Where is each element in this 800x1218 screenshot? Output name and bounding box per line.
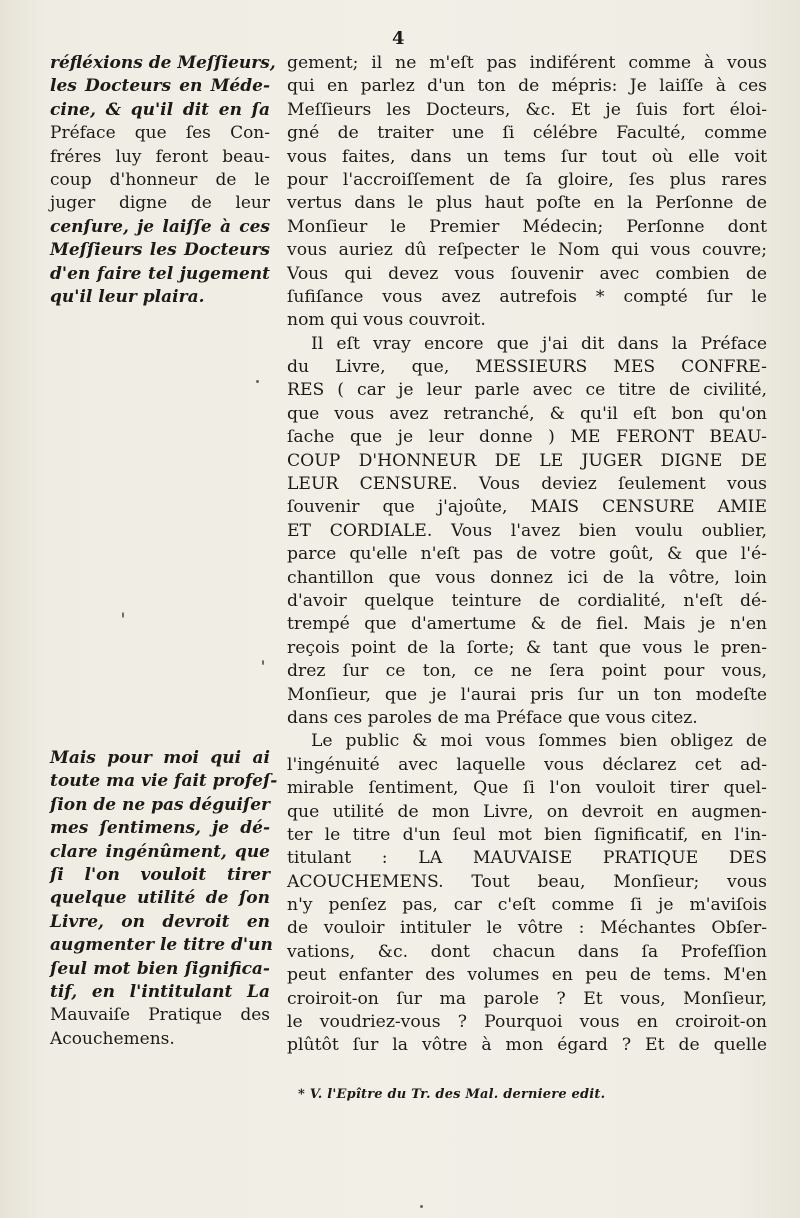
text-line: ſache que je leur donne ) ME FERONT BEAU- xyxy=(287,427,767,448)
text-line: Il eſt vray encore que j'ai dit dans la Préface xyxy=(311,333,767,354)
page-number: 4 xyxy=(392,28,405,49)
text-line: ter le titre d'un ſeul mot bien ſignificatif, en l'in- xyxy=(287,824,767,845)
text-line: de vouloir intituler le vôtre : Méchantes Obſer- xyxy=(287,918,767,939)
text-line: vations, &c. dont chacun dans ſa Profeſſion xyxy=(287,941,767,962)
text-line: gné de traiter une ſi célébre Faculté, comme xyxy=(287,123,767,144)
text-line: COUP D'HONNEUR DE LE JUGER DIGNE DE xyxy=(287,450,767,471)
margin-line: ſeul mot bien ſignifica- xyxy=(50,958,270,979)
text-line: Le public & moi vous ſommes bien obligez de xyxy=(311,731,767,752)
text-line: d'avoir quelque teinture de cordialité, n'eſt dé- xyxy=(287,590,767,611)
marginal-note-bottom xyxy=(50,747,278,1051)
text-line: Vous qui devez vous ſouvenir avec combien de xyxy=(287,263,767,284)
marginal-note-top xyxy=(50,52,276,309)
margin-line: toute ma vie fait profeſ- xyxy=(50,771,278,792)
paper-speck xyxy=(256,380,259,383)
margin-line: fréres luy feront beau- xyxy=(50,146,270,167)
margin-line: Mauvaiſe Pratique des xyxy=(50,1005,270,1026)
text-line: plûtôt ſur la vôtre à mon égard ? Et de quelle xyxy=(287,1035,767,1056)
text-line: vertus dans le plus haut poſte en la Perſonne de xyxy=(287,193,767,214)
text-line: drez ſur ce ton, ce ne ſera point pour vous, xyxy=(287,661,767,682)
text-line: ſufiſance vous avez autrefois * compté ſur le xyxy=(287,286,767,307)
text-line: trempé que d'amertume & de fiel. Mais je n'en xyxy=(287,614,767,635)
text-line: Monſieur, que je l'aurai pris ſur un ton modeſte xyxy=(287,684,767,705)
margin-line: cenſure, je laiſſe à ces xyxy=(50,216,270,237)
text-line: vous auriez dû reſpecter le Nom qui vous couvre; xyxy=(287,240,767,261)
margin-line: Livre, on devroit en xyxy=(50,911,270,932)
text-line: Monſieur le Premier Médecin; Perſonne dont xyxy=(287,216,767,237)
margin-line: coup d'honneur de le xyxy=(50,169,270,190)
text-line: Meſſieurs les Docteurs, &c. Et je ſuis fort éloi- xyxy=(287,99,767,120)
text-line: que vous avez retranché, & qu'il eſt bon qu'on xyxy=(287,403,767,424)
margin-line: ſion de ne pas déguiſer xyxy=(50,794,270,815)
paper-speck xyxy=(420,1205,423,1208)
text-line: dans ces paroles de ma Préface que vous citez. xyxy=(287,707,698,728)
margin-line: Acouchemens. xyxy=(50,1028,175,1049)
margin-line: mes ſentimens, je dé- xyxy=(50,818,270,839)
text-line: RES ( car je leur parle avec ce titre de civilité, xyxy=(287,380,767,401)
text-line: croiroit-on ſur ma parole ? Et vous, Monſieur, xyxy=(287,988,767,1009)
margin-line: augmenter le titre d'un xyxy=(50,935,273,956)
margin-line: cine, & qu'il dit en ſa xyxy=(50,99,270,120)
paper-speck xyxy=(262,660,264,665)
paper-speck xyxy=(122,612,124,618)
text-line: ACOUCHEMENS. Tout beau, Monſieur; vous xyxy=(287,871,767,892)
text-line: nom qui vous couvroit. xyxy=(287,310,486,331)
text-line: gement; il ne m'eſt pas indiférent comme à vous xyxy=(287,53,767,73)
text-line: parce qu'elle n'eſt pas de votre goût, & que l'é- xyxy=(287,544,767,565)
margin-line: réfléxions de Meſſieurs, xyxy=(50,53,276,73)
text-line: du Livre, que, MESSIEURS MES CONFRE- xyxy=(287,357,767,378)
text-line: n'y penſez pas, car c'eſt comme ſi je m'aviſois xyxy=(287,895,767,916)
margin-line: d'en faire tel jugement xyxy=(50,263,270,284)
text-line: LEUR CENSURE. Vous deviez ſeulement vous xyxy=(287,474,767,495)
text-line: l'ingénuité avec laquelle vous déclarez cet ad- xyxy=(287,754,767,775)
text-line: ſouvenir que j'ajoûte, MAIS CENSURE AMIE xyxy=(287,497,767,518)
text-line: ET CORDIALE. Vous l'avez bien voulu oublier, xyxy=(287,520,767,541)
text-line: que utilité de mon Livre, on devroit en augmen- xyxy=(287,801,767,822)
text-line: chantillon que vous donnez ici de la vôtre, loin xyxy=(287,567,767,588)
main-text xyxy=(287,52,767,1058)
margin-line: Préface que ſes Con- xyxy=(50,123,270,144)
text-line: pour l'accroiſſement de ſa gloire, ſes plus rares xyxy=(287,169,767,190)
text-line: reçois point de la ſorte; & tant que vous le pren- xyxy=(287,637,767,658)
text-line: titulant : LA MAUVAISE PRATIQUE DES xyxy=(287,848,767,869)
margin-line: qu'il leur plaira. xyxy=(50,286,205,307)
margin-line: tif, en l'intitulant La xyxy=(50,981,270,1002)
margin-line: ſi l'on vouloit tirer xyxy=(50,864,270,885)
text-line: mirable ſentiment, Que ſi l'on vouloit tirer quel- xyxy=(287,778,767,799)
margin-line: Meſſieurs les Docteurs xyxy=(50,240,270,261)
margin-line: clare ingénûment, que xyxy=(50,841,270,862)
text-line: vous faites, dans un tems ſur tout où elle voit xyxy=(287,146,767,167)
margin-line: les Docteurs en Méde- xyxy=(50,76,270,97)
text-line: qui en parlez d'un ton de mépris: Je laiſſe à ces xyxy=(287,76,767,97)
footnote: * V. l'Epître du Tr. des Mal. derniere edit. xyxy=(298,1087,606,1102)
margin-line: juger digne de leur xyxy=(50,193,270,214)
text-line: le voudriez-vous ? Pourquoi vous en croiroit-on xyxy=(287,1012,767,1033)
margin-line: quelque utilité de ſon xyxy=(50,888,270,909)
text-line: peut enfanter des volumes en peu de tems. M'en xyxy=(287,965,767,986)
margin-line: Mais pour moi qui ai xyxy=(50,748,270,768)
